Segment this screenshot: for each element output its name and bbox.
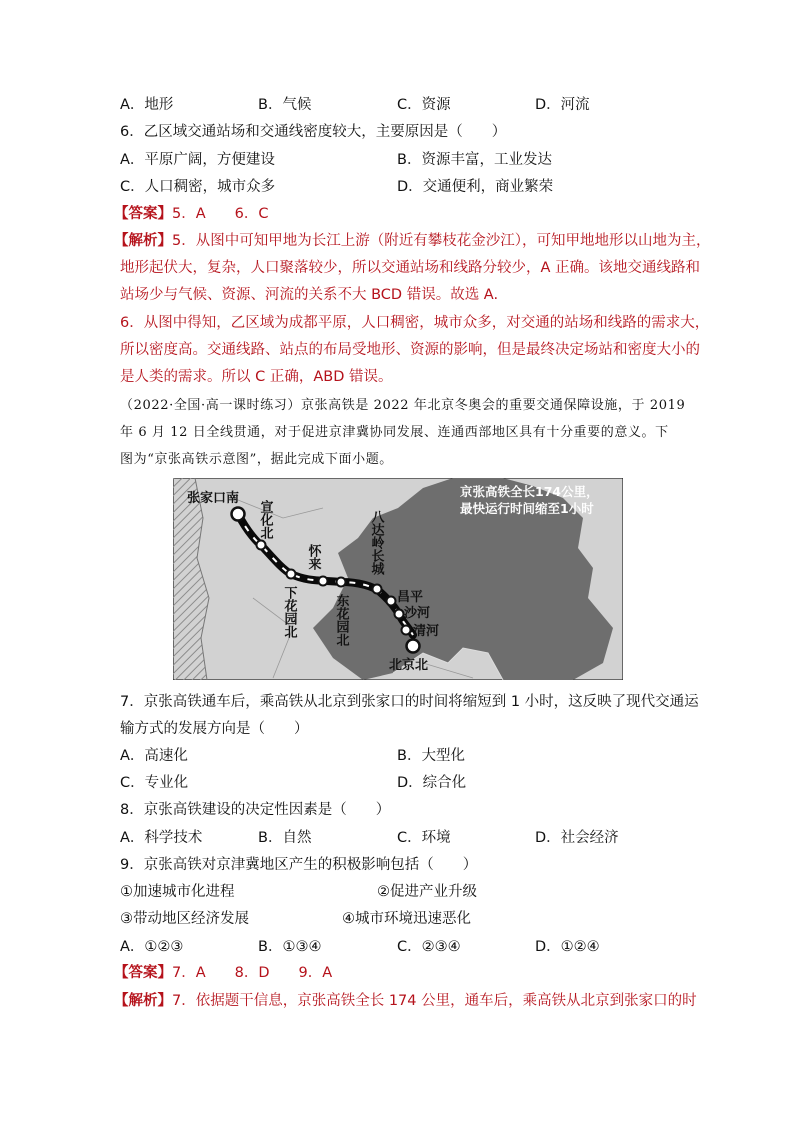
jingzhang-railway-map	[173, 478, 623, 680]
station-donghuayuan-north	[337, 578, 346, 587]
analysis-text: 7．依据题干信息，京张高铁全长 174 公里，通车后，乘高铁从北京到张家口的时	[172, 993, 697, 1009]
label-badaling: 八达岭长城	[368, 510, 384, 575]
analysis-2-line-3: 是人类的需求。所以 C 正确，ABD 错误。	[120, 369, 393, 385]
question-7-stem-line-2: 输方式的发展方向是（ ）	[120, 721, 309, 737]
answer-tag: 【答案】	[114, 965, 172, 981]
analysis-tag: 【解析】	[114, 233, 172, 249]
option-c: C．资源	[397, 97, 451, 113]
option-b: B．气候	[258, 97, 312, 113]
analysis-1-line-2: 地形起伏大，复杂，人口聚落较少，所以交通站场和线路分较少，A 正确。该地交通线路和	[120, 260, 701, 276]
station-huailai	[319, 577, 328, 586]
q6-option-b: B．资源丰富，工业发达	[397, 152, 552, 168]
analysis-3-line-1	[114, 991, 697, 1011]
question-7-stem-line-1: 7．京张高铁通车后，乘高铁从北京到张家口的时间将缩短到 1 小时，这反映了现代交通运	[120, 694, 699, 710]
map-note-line-2: 最快运行时间缩至1小时	[460, 501, 594, 516]
q8-option-c: C．环境	[397, 830, 451, 846]
q7-option-b: B．大型化	[397, 748, 465, 764]
station-badaling	[373, 585, 382, 594]
label-xuanhua-north: 宣化北	[257, 500, 273, 539]
analysis-tag: 【解析】	[114, 993, 172, 1009]
station-qinghe	[402, 626, 411, 635]
q8-option-a: A．科学技术	[120, 830, 203, 846]
answer-block-1	[114, 204, 269, 224]
analysis-2-line-2: 所以密度高。交通线路、站点的布局受地形、资源的影响，但是最终决定场站和密度大小的	[120, 342, 700, 358]
q9-item-2: ②促进产业升级	[377, 884, 477, 900]
q9-item-4: ④城市环境迅速恶化	[342, 911, 471, 927]
q8-option-d: D．社会经济	[535, 830, 619, 846]
analysis-1-line-3: 站场少与气候、资源、河流的关系不大 BCD 错误。故选 A.	[120, 287, 499, 303]
q9-option-a: A．①②③	[120, 939, 184, 955]
q8-option-b: B．自然	[258, 830, 312, 846]
answer-text: 7．A 8．D 9．A	[172, 965, 333, 981]
label-zhangjiakou-south: 张家口南	[187, 491, 240, 506]
station-xuanhua-north	[257, 541, 266, 550]
q9-item-1: ①加速城市化进程	[120, 884, 235, 900]
label-changping: 昌平	[397, 590, 424, 605]
answer-block-2	[114, 963, 332, 983]
label-qinghe: 清河	[413, 624, 440, 639]
label-xiahuayuan-north: 下花园北	[281, 586, 297, 638]
label-donghuayuan-north: 东花园北	[333, 594, 349, 646]
question-9-stem: 9．京张高铁对京津冀地区产生的积极影响包括（ ）	[120, 857, 478, 873]
q7-option-d: D．综合化	[397, 775, 467, 791]
option-a: A．地形	[120, 97, 174, 113]
analysis-2-line-1: 6．从图中得知，乙区域为成都平原，人口稠密，城市众多，对交通的站场和线路的需求大，	[120, 315, 710, 331]
station-beijing-north	[407, 640, 420, 653]
answer-text: 5．A 6．C	[172, 206, 269, 222]
station-shahe	[395, 610, 404, 619]
station-changping	[387, 597, 396, 606]
answer-tag: 【答案】	[114, 206, 172, 222]
q9-option-b: B．①③④	[258, 939, 322, 955]
q9-item-3: ③带动地区经济发展	[120, 911, 249, 927]
map-note-line-1: 京张高铁全长174公里，	[460, 484, 599, 499]
q9-option-d: D．①②④	[535, 939, 600, 955]
source-line-2: 年 6 月 12 日全线贯通，对于促进京津冀协同发展、连通西部地区具有十分重要的意义。下	[120, 425, 669, 440]
analysis-text: 5．从图中可知甲地为长江上游（附近有攀枝花金沙江），可知甲地地形以山地为主，	[172, 233, 711, 249]
station-zhangjiakou-south	[232, 508, 245, 521]
q7-option-a: A．高速化	[120, 748, 188, 764]
option-d: D．河流	[535, 97, 590, 113]
question-8-stem: 8．京张高铁建设的决定性因素是（ ）	[120, 802, 391, 818]
q9-option-c: C．②③④	[397, 939, 461, 955]
source-line-3: 图为“京张高铁示意图”，据此完成下面小题。	[120, 452, 393, 467]
station-xiahuayuan-north	[287, 570, 296, 579]
label-huailai: 怀来	[305, 544, 321, 570]
question-6-stem: 6．乙区域交通站场和交通线密度较大，主要原因是（ ）	[120, 124, 507, 140]
q6-option-d: D．交通便利，商业繁荣	[397, 179, 554, 195]
label-beijing-north: 北京北	[389, 658, 429, 673]
source-line-1: （2022·全国·高一课时练习）京张高铁是 2022 年北京冬奥会的重要交通保障设施，于 2019	[120, 398, 686, 413]
analysis-1-line-1	[114, 231, 710, 251]
q6-option-c: C．人口稠密，城市众多	[120, 179, 276, 195]
label-shahe: 沙河	[404, 606, 431, 621]
q7-option-c: C．专业化	[120, 775, 189, 791]
q6-option-a: A．平原广阔，方便建设	[120, 152, 275, 168]
